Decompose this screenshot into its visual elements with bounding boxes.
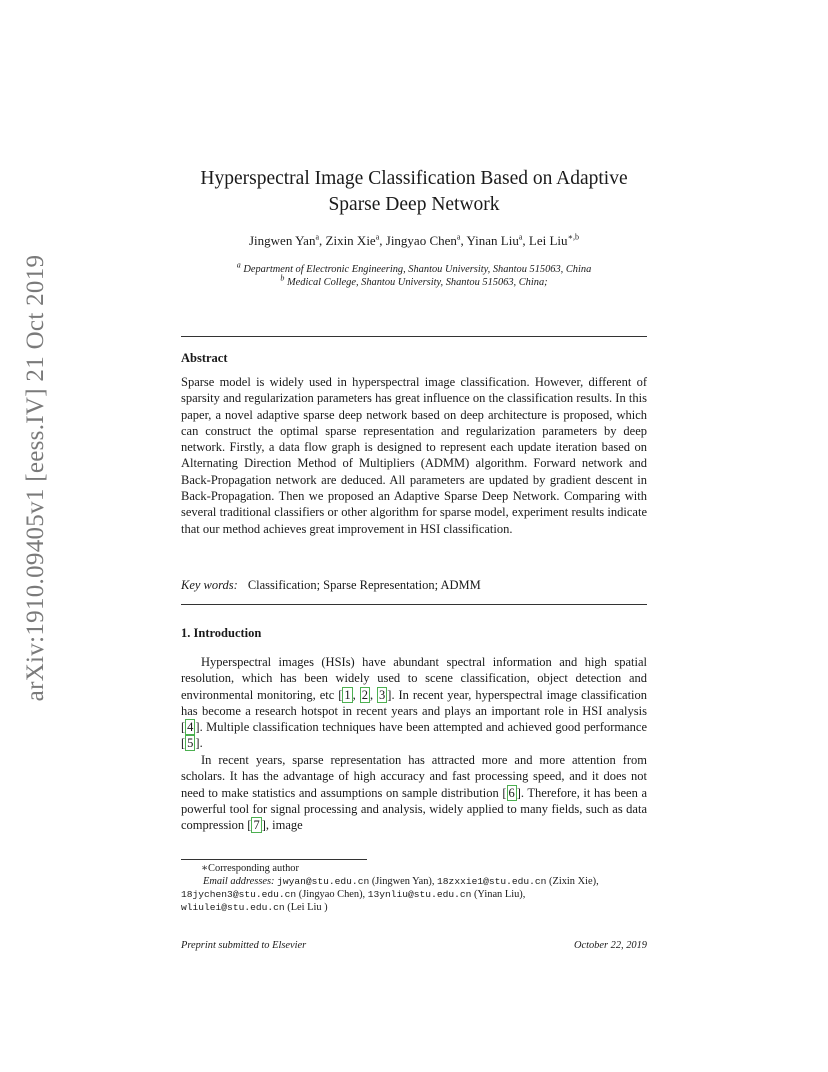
author-name: Zixin Xie <box>325 233 376 248</box>
intro-paragraph-2 <box>181 752 647 833</box>
email-link[interactable]: 13ynliu@stu.edu.cn <box>367 889 472 900</box>
author-separator: , <box>522 233 529 248</box>
citation-link[interactable]: 6 <box>508 785 515 800</box>
citation-link[interactable]: 1 <box>344 687 351 702</box>
email-owner: (Yinan Liu), <box>471 889 526 900</box>
title-line-2: Sparse Deep Network <box>328 194 500 215</box>
keywords <box>181 578 481 593</box>
citation-link[interactable]: 2 <box>361 687 368 702</box>
author-name: Jingwen Yan <box>248 233 316 248</box>
citation-link[interactable]: 5 <box>187 736 194 751</box>
keywords-label: Key words: <box>181 578 238 592</box>
affil-mark: b <box>280 273 285 283</box>
footnote-emails <box>181 875 647 888</box>
abstract-bottom-rule <box>181 604 647 605</box>
author-separator: , <box>379 233 386 248</box>
author-affil-mark: ∗,b <box>567 232 579 242</box>
para-text: ]. In recent year, hyperspectral image classification has become a research hotspot in recent years and plays an important role in HSI analysis [ <box>181 687 648 735</box>
email-link[interactable]: jwyan@stu.edu.cn <box>277 876 370 887</box>
email-link[interactable]: wliulei@stu.edu.cn <box>181 902 285 913</box>
footnote-corresponding: ∗Corresponding author <box>201 863 299 874</box>
author-affil-mark: a <box>375 232 380 242</box>
affiliation-a <box>150 260 678 275</box>
author-affil-mark: a <box>315 232 320 242</box>
affil-mark: a <box>236 260 241 270</box>
para-text: Hyperspectral images (HSIs) have abundant spectral information and high spatial resolution, which has been widely used to scene classification, object detection and environmental monitoring, etc [ <box>181 655 647 702</box>
author-affil-mark: a <box>456 232 461 242</box>
para-text: In recent years, sparse representation has attracted more and more attention from scholars. It has the advantage of high accuracy and fast processing speed, and it does not need to make statistics and assumptions on sample distribution [ <box>181 753 647 800</box>
arxiv-identifier: arXiv:1910.09405v1 [eess.IV] 21 Oct 2019 <box>22 254 49 702</box>
author-affil-mark: a <box>518 232 523 242</box>
footnote-emails-3 <box>181 901 647 914</box>
email-owner: (Jingyao Chen), <box>296 889 368 900</box>
author-separator: , <box>319 233 326 248</box>
author-name: Yinan Liu <box>466 233 519 248</box>
email-link[interactable]: 18zxxie1@stu.edu.cn <box>437 876 547 887</box>
para-text: ]. <box>195 736 203 751</box>
author-name: Lei Liu <box>528 233 568 248</box>
para-text: ], image <box>261 818 303 833</box>
para-text: ]. Multiple classification techniques have been attempted and achieved good performance [ <box>181 720 647 751</box>
email-owner: (Zixin Xie), <box>546 876 599 887</box>
affiliation-b <box>150 273 678 288</box>
email-owner: (Lei Liu ) <box>284 902 328 913</box>
para-text: ]. Therefore, it has been a powerful tool for signal processing and analysis, widely applied to many fields, such as data compression [ <box>181 785 647 833</box>
footnote-emails-2 <box>181 888 647 901</box>
author-name: Jingyao Chen <box>385 233 457 248</box>
citation-link[interactable]: 4 <box>187 720 194 735</box>
title-line-1: Hyperspectral Image Classification Based on Adaptive <box>200 168 628 189</box>
citation-link[interactable]: 7 <box>253 818 260 833</box>
intro-paragraph-1: Hyperspectral images (HSIs) have abundant spectral information and high spatial resolution, which has been widely used to scene classification, object detection and environmental monitoring, etc [ 1 , 2 , 3 ]. In recent year, hyperspectral image classification has become a research hotspot in recent years and plays an important role in HSI analysis [ 4 ]. Multiple classification techniques have been attempted and achieved good performance [ 5 ]. <box>181 655 648 751</box>
affil-text: Medical College, Shantou University, Shantou 515063, China; <box>287 277 548 288</box>
email-label: Email addresses: <box>203 876 275 887</box>
footnote-rule <box>181 859 367 860</box>
author-list <box>150 233 678 249</box>
keywords-text: Classification; Sparse Representation; ADMM <box>247 578 481 592</box>
affil-text: Department of Electronic Engineering, Shantou University, Shantou 515063, China <box>243 264 592 275</box>
paper-title <box>150 166 678 218</box>
email-owner: (Jingwen Yan), <box>369 876 438 887</box>
abstract-text: Sparse model is widely used in hyperspectral image classification. However, different of sparsity and regularization parameters has great influence on the classification results. In this paper, a novel adaptive sparse deep network based on deep architecture is proposed, which can construct the optimal sparse representation and regularization parameters by deep network. Firstly, a data flow graph is designed to represent each update iteration based on Alternating Direction Method of Multipliers (ADMM) algorithm. Forward network and Back-Propagation network are deduced. All parameters are updated by gradient descent in Back-Propagation. Then we proposed an Adaptive Sparse Deep Network. Comparing with several traditional classifiers or other algorithm for sparse model, experiment results indicate that our method achieves great improvement in HSI classification. <box>181 375 647 536</box>
footer-date: October 22, 2019 <box>573 940 647 951</box>
abstract-top-rule <box>181 336 647 337</box>
abstract-heading: Abstract <box>181 351 228 365</box>
author-separator: , <box>460 233 467 248</box>
email-link[interactable]: 18jychen3@stu.edu.cn <box>181 889 297 900</box>
citation-link[interactable]: 3 <box>379 687 386 702</box>
section-heading: 1. Introduction <box>181 626 262 640</box>
footer-preprint: Preprint submitted to Elsevier <box>181 940 307 951</box>
